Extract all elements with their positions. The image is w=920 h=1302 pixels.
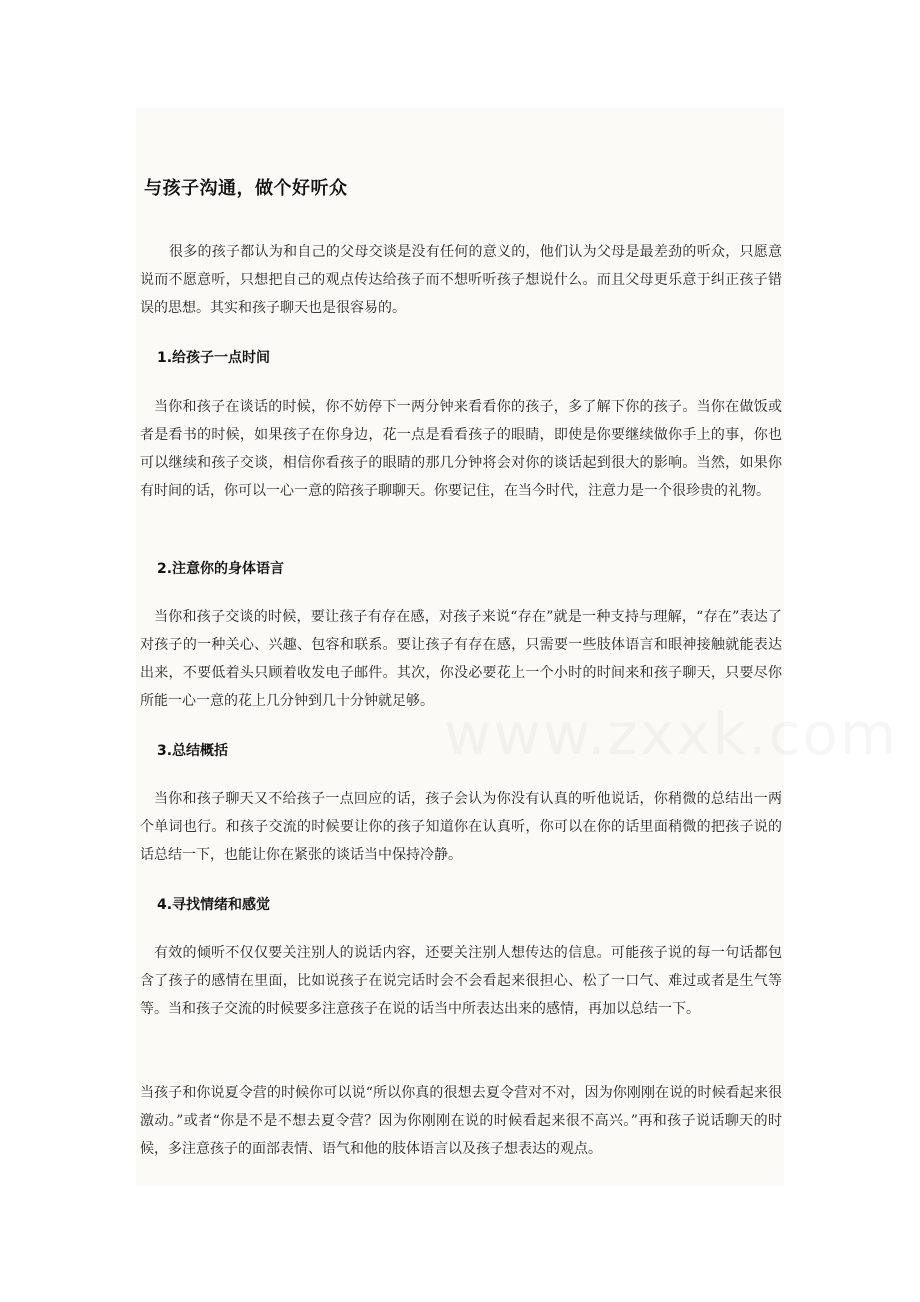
section-heading-2: 2.注意你的身体语言 bbox=[157, 561, 285, 577]
section-body-4: 有效的倾听不仅仅要关注别人的说话内容，还要关注别人想传达的信息。可能孩子说的每一句话都包含了孩子的感情在里面，比如说孩子在说完话时会不会看起来很担心、松了一口气、难过或者是生气等等。当和孩子交流的时候要多注意孩子在说的话当中所表达出来的感情，再加以总结一下。 bbox=[140, 945, 782, 1017]
document-page bbox=[136, 108, 784, 1186]
closing-paragraph: 当孩子和你说夏令营的时候你可以说“所以你真的很想去夏令营对不对，因为你刚刚在说的时候看起来很激动。”或者“你是不是不想去夏令营？因为你刚刚在说的时候看起来很不高兴。”再和孩子说话聊天的时候，多注意孩子的面部表情、语气和他的肢体语言以及孩子想表达的观点。 bbox=[140, 1085, 782, 1157]
section-heading-3: 3.总结概括 bbox=[157, 743, 229, 759]
section-body-2: 当你和孩子交谈的时候，要让孩子有存在感，对孩子来说“存在”就是一种支持与理解，“存在”表达了对孩子的一种关心、兴趣、包容和联系。要让孩子有存在感，只需要一些肢体语言和眼神接触就能表达出来，不要低着头只顾着收发电子邮件。其次，你没必要花上一个小时的时间来和孩子聊天，只要尽你所能一心一意的花上几分钟到几十分钟就足够。 bbox=[140, 609, 782, 709]
section-body-1: 当你和孩子在谈话的时候，你不妨停下一两分钟来看看你的孩子，多了解下你的孩子。当你在做饭或者是看书的时候，如果孩子在你身边，花一点是看看孩子的眼睛，即使是你要继续做你手上的事，你也可以继续和孩子交谈，相信你看孩子的眼睛的那几分钟将会对你的谈话起到很大的影响。当然，如果你有时间的话，你可以一心一意的陪孩子聊聊天。你要记住，在当今时代，注意力是一个很珍贵的礼物。 bbox=[140, 399, 782, 499]
section-body-3: 当你和孩子聊天又不给孩子一点回应的话，孩子会认为你没有认真的听他说话，你稍微的总结出一两个单词也行。和孩子交流的时候要让你的孩子知道你在认真听，你可以在你的话里面稍微的把孩子说的话总结一下，也能让你在紧张的谈话当中保持冷静。 bbox=[140, 791, 782, 863]
intro-paragraph: 很多的孩子都认为和自己的父母交谈是没有任何的意义的，他们认为父母是最差劲的听众，只愿意说而不愿意听，只想把自己的观点传达给孩子而不想听听孩子想说什么。而且父母更乐意于纠正孩子错误的思想。其实和孩子聊天也是很容易的。 bbox=[140, 244, 782, 316]
document-title: 与孩子沟通，做个好听众 bbox=[144, 178, 348, 199]
section-heading-4: 4.寻找情绪和感觉 bbox=[157, 897, 271, 913]
section-heading-1: 1.给孩子一点时间 bbox=[157, 350, 271, 366]
